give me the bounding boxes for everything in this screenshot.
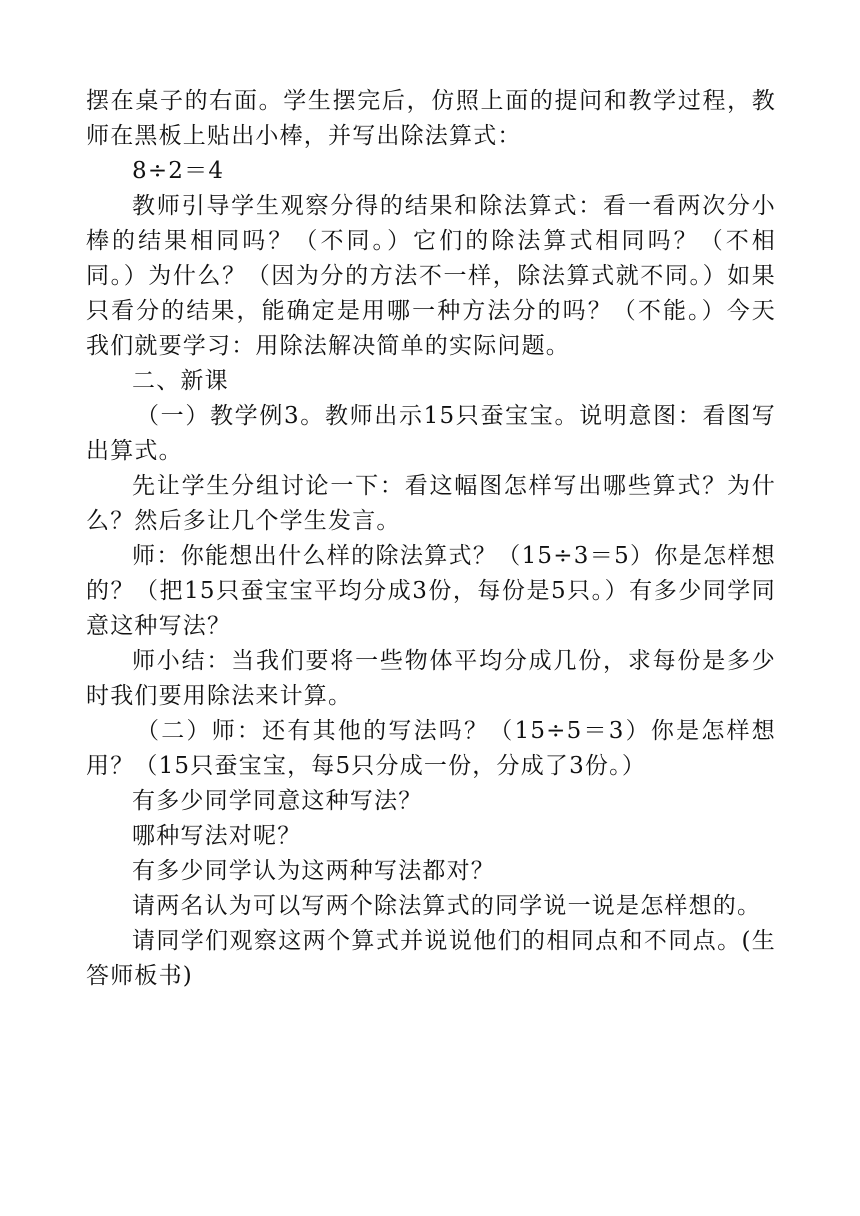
paragraph-example-3: （一）教学例3。教师出示15只蚕宝宝。说明意图：看图写出算式。 xyxy=(86,403,776,464)
paragraph-agree-question: 有多少同学同意这种写法？ xyxy=(132,788,423,814)
section-heading-new-lesson: 二、新课 xyxy=(132,368,229,394)
paragraph-2-equation: 8÷2＝4 xyxy=(132,158,225,184)
paragraph-teacher-question-2: （二）师：还有其他的写法吗？（15÷5＝3）你是怎样想用？（15只蚕宝宝，每5只分成一份，分成了3份。） xyxy=(86,718,776,779)
document-body xyxy=(86,84,776,994)
paragraph-observe: 请同学们观察这两个算式并说说他们的相同点和不同点。(生答师板书) xyxy=(86,928,776,989)
paragraph-3: 教师引导学生观察分得的结果和除法算式：看一看两次分小棒的结果相同吗？（不同。）它们的除法算式相同吗？（不相同。）为什么？（因为分的方法不一样，除法算式就不同。）如果只看分的结果，能确定是用哪一种方法分的吗？（不能。）今天我们就要学习：用除法解决简单的实际问题。 xyxy=(86,193,776,359)
paragraph-teacher-summary: 师小结：当我们要将一些物体平均分成几份，求每份是多少时我们要用除法来计算。 xyxy=(86,648,776,709)
paragraph-group-discussion: 先让学生分组讨论一下：看这幅图怎样写出哪些算式？为什么？然后多让几个学生发言。 xyxy=(86,473,776,534)
paragraph-two-students: 请两名认为可以写两个除法算式的同学说一说是怎样想的。 xyxy=(132,893,762,919)
paragraph-both-correct: 有多少同学认为这两种写法都对？ xyxy=(132,858,495,884)
paragraph-1: 摆在桌子的右面。学生摆完后，仿照上面的提问和教学过程，教师在黑板上贴出小棒，并写出除法算式： xyxy=(86,88,776,149)
paragraph-which-correct: 哪种写法对呢？ xyxy=(132,823,302,849)
paragraph-teacher-question-1: 师：你能想出什么样的除法算式？（15÷3＝5）你是怎样想的？（把15只蚕宝宝平均分成3份，每份是5只。）有多少同学同意这种写法？ xyxy=(86,543,776,639)
